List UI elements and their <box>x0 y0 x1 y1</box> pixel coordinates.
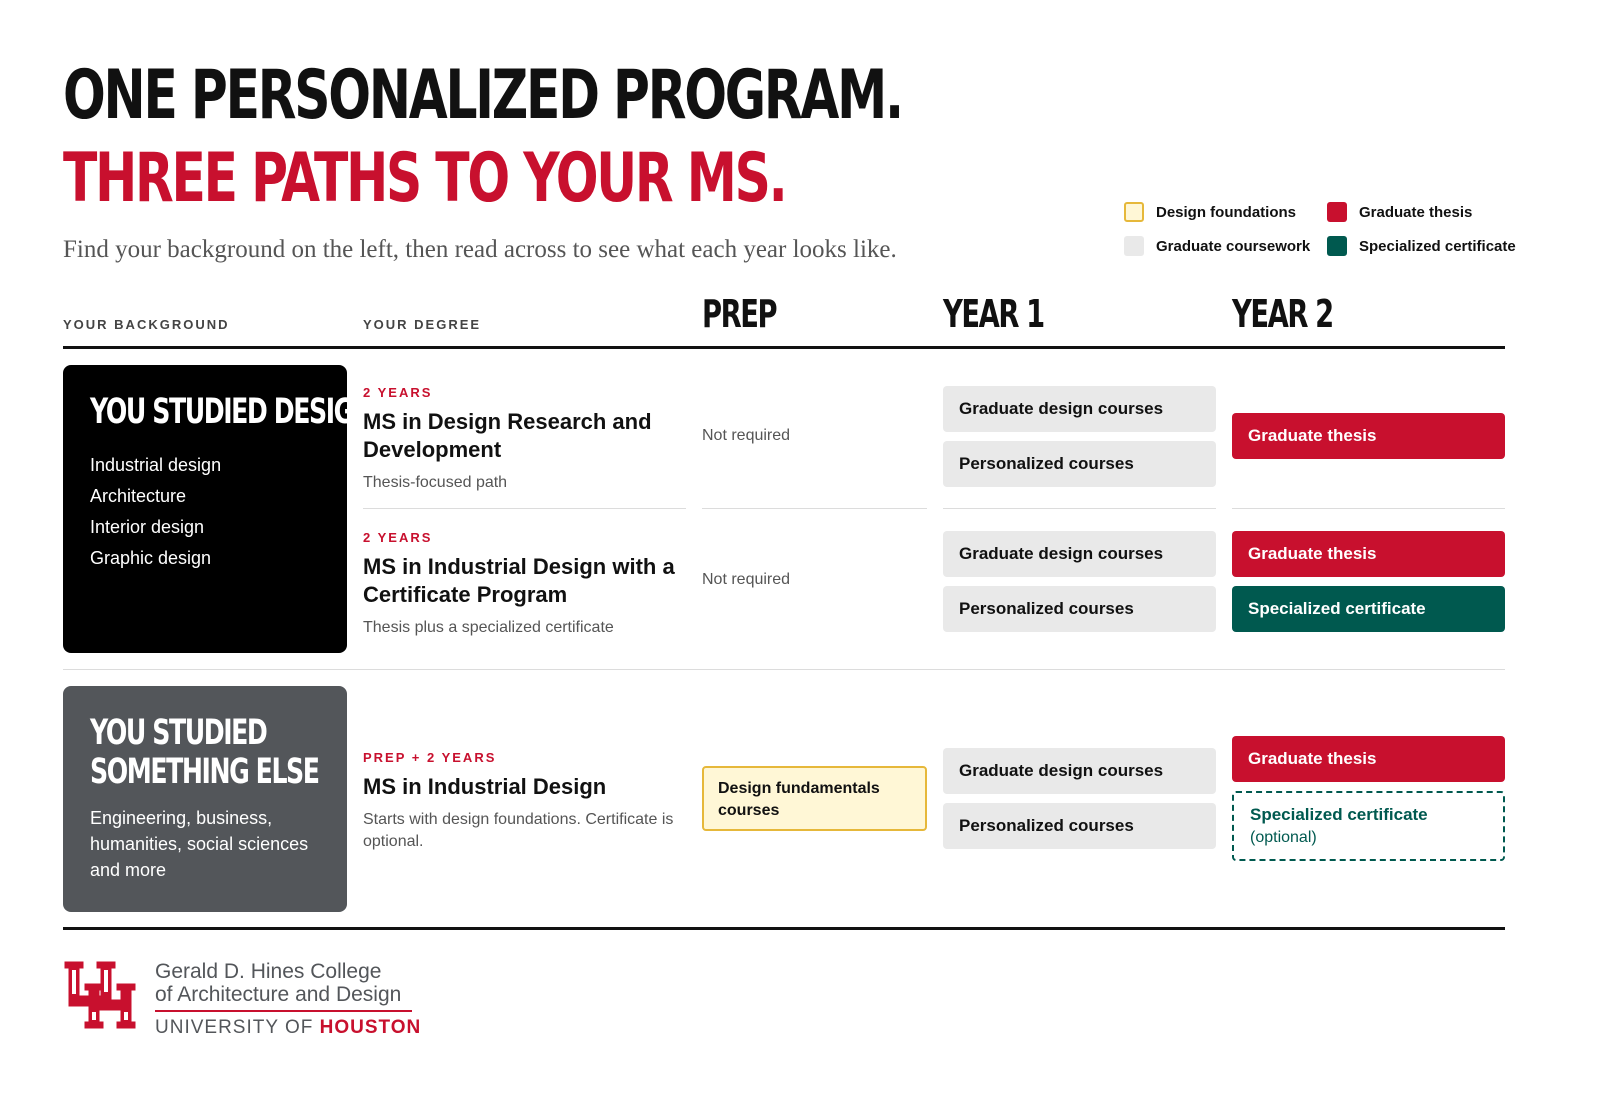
page-subtitle: Find your background on the left, then read across to see what each year looks like. <box>63 236 897 263</box>
graduate-thesis-swatch-icon <box>1327 202 1347 222</box>
legend-item-graduate-coursework <box>1124 236 1310 256</box>
specialized-certificate-optional-chip <box>1232 791 1505 861</box>
graduate-design-courses-chip: Graduate design courses <box>943 386 1216 432</box>
personalized-courses-chip: Personalized courses <box>943 586 1216 632</box>
page-title-accent: THREE PATHS TO YOUR MS. <box>63 139 786 218</box>
prep-not-required: Not required <box>702 571 791 588</box>
row-divider <box>943 508 1216 509</box>
degree-description: Thesis plus a specialized certificate <box>363 619 614 636</box>
personalized-courses-chip: Personalized courses <box>943 803 1216 849</box>
column-header-background: YOUR BACKGROUND <box>63 317 230 332</box>
graduate-design-courses-chip: Graduate design courses <box>943 531 1216 577</box>
background-card-title: YOU STUDIED DESIGN <box>90 392 373 432</box>
degree-name: MS in Industrial Design <box>363 774 607 799</box>
graduate-thesis-chip: Graduate thesis <box>1232 413 1505 459</box>
background-list-item: Graphic design <box>90 547 212 568</box>
legend-label: Graduate thesis <box>1359 203 1473 221</box>
degree-path-2 <box>363 530 683 639</box>
college-wordmark <box>155 960 421 1039</box>
degree-description: Starts with design foundations. Certificate is optional. <box>363 811 674 850</box>
column-header-prep: PREP <box>702 292 777 336</box>
page-title: ONE PERSONALIZED PROGRAM. <box>63 56 902 135</box>
degree-path-3 <box>363 750 683 853</box>
college-name-line2: of Architecture and Design <box>155 983 402 1006</box>
uh-interlocking-logo-icon <box>63 960 137 1035</box>
header-divider <box>63 346 1505 349</box>
legend-item-specialized-certificate <box>1327 236 1516 256</box>
university-name-prefix: UNIVERSITY OF <box>155 1017 320 1038</box>
background-card-description: Engineering, business, humanities, social sciences and more <box>90 808 309 880</box>
university-name <box>155 1017 421 1039</box>
graduate-thesis-chip: Graduate thesis <box>1232 736 1505 782</box>
degree-description: Thesis-focused path <box>363 474 508 491</box>
graduate-thesis-chip: Graduate thesis <box>1232 531 1505 577</box>
prep-not-required: Not required <box>702 427 791 444</box>
background-list-item: Interior design <box>90 516 205 537</box>
background-card-title: YOU STUDIED <box>90 713 267 753</box>
legend-label: Design foundations <box>1156 203 1296 221</box>
wordmark-divider <box>155 1010 412 1012</box>
background-card-title: SOMETHING ELSE <box>90 751 319 792</box>
row-divider <box>702 508 927 509</box>
college-name-line1: Gerald D. Hines College <box>155 960 382 983</box>
university-name-houston: HOUSTON <box>319 1017 422 1038</box>
degree-duration: 2 YEARS <box>363 385 433 400</box>
optional-note: (optional) <box>1250 829 1317 846</box>
background-card-design <box>63 365 373 653</box>
legend-label: Specialized certificate <box>1359 237 1516 255</box>
row-divider <box>363 508 686 509</box>
specialized-certificate-chip: Specialized certificate <box>1232 586 1505 632</box>
graduate-coursework-swatch-icon <box>1124 236 1144 256</box>
legend-item-graduate-thesis <box>1327 202 1472 222</box>
design-foundations-swatch-icon <box>1124 202 1144 222</box>
background-list <box>90 450 320 574</box>
certificate-label: Specialized certificate <box>1250 805 1428 824</box>
legend-label: Graduate coursework <box>1156 237 1311 255</box>
background-list-item: Industrial design <box>90 454 222 475</box>
column-header-year2: YEAR 2 <box>1232 292 1333 336</box>
degree-duration: PREP + 2 YEARS <box>363 750 497 765</box>
footer-divider <box>63 927 1505 930</box>
row-divider <box>1232 508 1505 509</box>
degree-name: MS in Design Research and Development <box>363 409 652 462</box>
column-header-year1: YEAR 1 <box>943 292 1044 336</box>
graduate-design-courses-chip: Graduate design courses <box>943 748 1216 794</box>
design-fundamentals-chip: Design fundamentals courses <box>702 766 927 831</box>
degree-path-1 <box>363 385 683 494</box>
column-header-degree: YOUR DEGREE <box>363 317 482 332</box>
background-list-item: Architecture <box>90 485 187 506</box>
section-divider <box>63 669 1505 670</box>
degree-name: MS in Industrial Design with a Certificate Program <box>363 554 675 607</box>
background-card-other <box>63 686 347 912</box>
legend-item-design-foundations <box>1124 202 1296 222</box>
personalized-courses-chip: Personalized courses <box>943 441 1216 487</box>
specialized-certificate-swatch-icon <box>1327 236 1347 256</box>
degree-duration: 2 YEARS <box>363 530 433 545</box>
